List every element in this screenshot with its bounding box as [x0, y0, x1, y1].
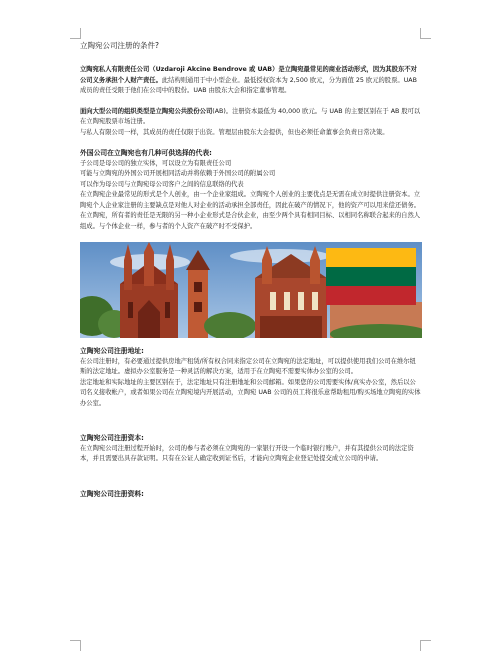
crop-mark-top-left: [70, 28, 81, 39]
section-foreign: [80, 148, 422, 232]
address-line: 法定地址和实际地址的主要区别在于，法定地址只有注册地址和公司邮箱。如果您的公司需要实体/真实办公室，然后以公司名义接收帐户，或者如果公司在立陶宛境内开展活动，立陶宛 UAB 公司的员工将很乐意帮助租用/购买场地立陶宛的实体办公室。: [80, 378, 421, 407]
address-line: 在公司注册时，有必要通过提供房地产租赁/所有权合同来指定公司在立陶宛的法定地址，可以提供使用我们公司在维尔纽斯的法定地址。虚拟办公室服务是一种灵活的解决方案，适用于在立陶宛不需要实体办公室的公司。: [80, 357, 416, 375]
paragraph-ab-text-2: 与私人有限公司一样，其成员的责任仅限于出资。管理层由股东大会提供，但也必须任命董事会负责日常决策。: [80, 128, 389, 136]
section-capital: [80, 433, 422, 465]
paragraph-uab-text: 此结构则通用于中小型企业。最低授权资本为 2,500 欧元，分为面值 25 欧元的股票。UAB 成员的责任受限于他们在公司中的股份。UAB 由股东大会和指定董事管理。: [80, 76, 417, 94]
crop-mark-top-right: [420, 28, 431, 39]
lithuania-flag-icon: [326, 248, 416, 305]
section-address-heading: 立陶宛公司注册地址:: [80, 347, 144, 355]
foreign-line: 可以作为母公司与立陶宛母公司客户之间的信息联络的代表: [80, 180, 244, 188]
foreign-line: 可能与立陶宛的外国公司开展相同活动并将依赖于外国公司的附属公司: [80, 170, 276, 177]
crop-mark-bottom-left: [70, 640, 81, 651]
document-body: [80, 40, 422, 499]
section-docs-heading: 立陶宛公司注册资料:: [80, 489, 144, 498]
paragraph-uab-bold: 立陶宛私人有限责任公司（Uzdaroji Akcine Bendrove 或 UAB）是立陶宛最常见的商业活动形式，因为其股东不对公司义务承担个人财产责任。: [80, 66, 417, 84]
paragraph-uab: [80, 65, 422, 97]
foreign-line: 在立陶宛企业最常见的形式是个人创业，由一个企业家组成。立陶宛个人创业的主要优点是无需在成立时提供注册资本。立陶宛个人企业家注册的主要缺点是对他人对企业的活动承担全部责任，因此在破产的情况下，他的资产可以用来偿还债务。: [80, 191, 421, 209]
paragraph-ab-text-1: (AB)。注册资本最低为 40,000 欧元。与 UAB 的主要区别在于 AB 股可以在立陶宛股票市场注册。: [80, 107, 421, 125]
crop-mark-bottom-right: [420, 640, 431, 651]
paragraph-ab-bold: 面向大型公司的组织类型是立陶宛公共股份公司: [80, 107, 213, 115]
paragraph-ab: [80, 107, 422, 139]
document-title: 立陶宛公司注册的条件?: [80, 41, 159, 50]
foreign-line: 在立陶宛，所有者的责任是无限的另一种小企业形式是合伙企业，由至少两个具有相同目标、以相同名称联合起来的自然人组成。与个体企业一样，参与者的个人资产在破产时不受保护。: [80, 212, 421, 230]
section-address: [80, 346, 422, 409]
section-foreign-heading: 外国公司在立陶宛也有几种可供选择的代表:: [80, 149, 212, 157]
capital-line: 在立陶宛公司注册过程开始时，公司的参与者必须在立陶宛的一家银行开设一个临时银行账户，并有其提供公司的法定资本，并且需要出具存款证明。只有在公证人确定收到证书后，才能向立陶宛企业登记处提交成立公司的申请。: [80, 444, 414, 462]
foreign-line: 子公司是母公司的独立实体，可以设立为有限责任公司: [80, 159, 232, 167]
section-capital-heading: 立陶宛公司注册资本:: [80, 434, 144, 442]
vilnius-churches-photo: [80, 242, 422, 338]
